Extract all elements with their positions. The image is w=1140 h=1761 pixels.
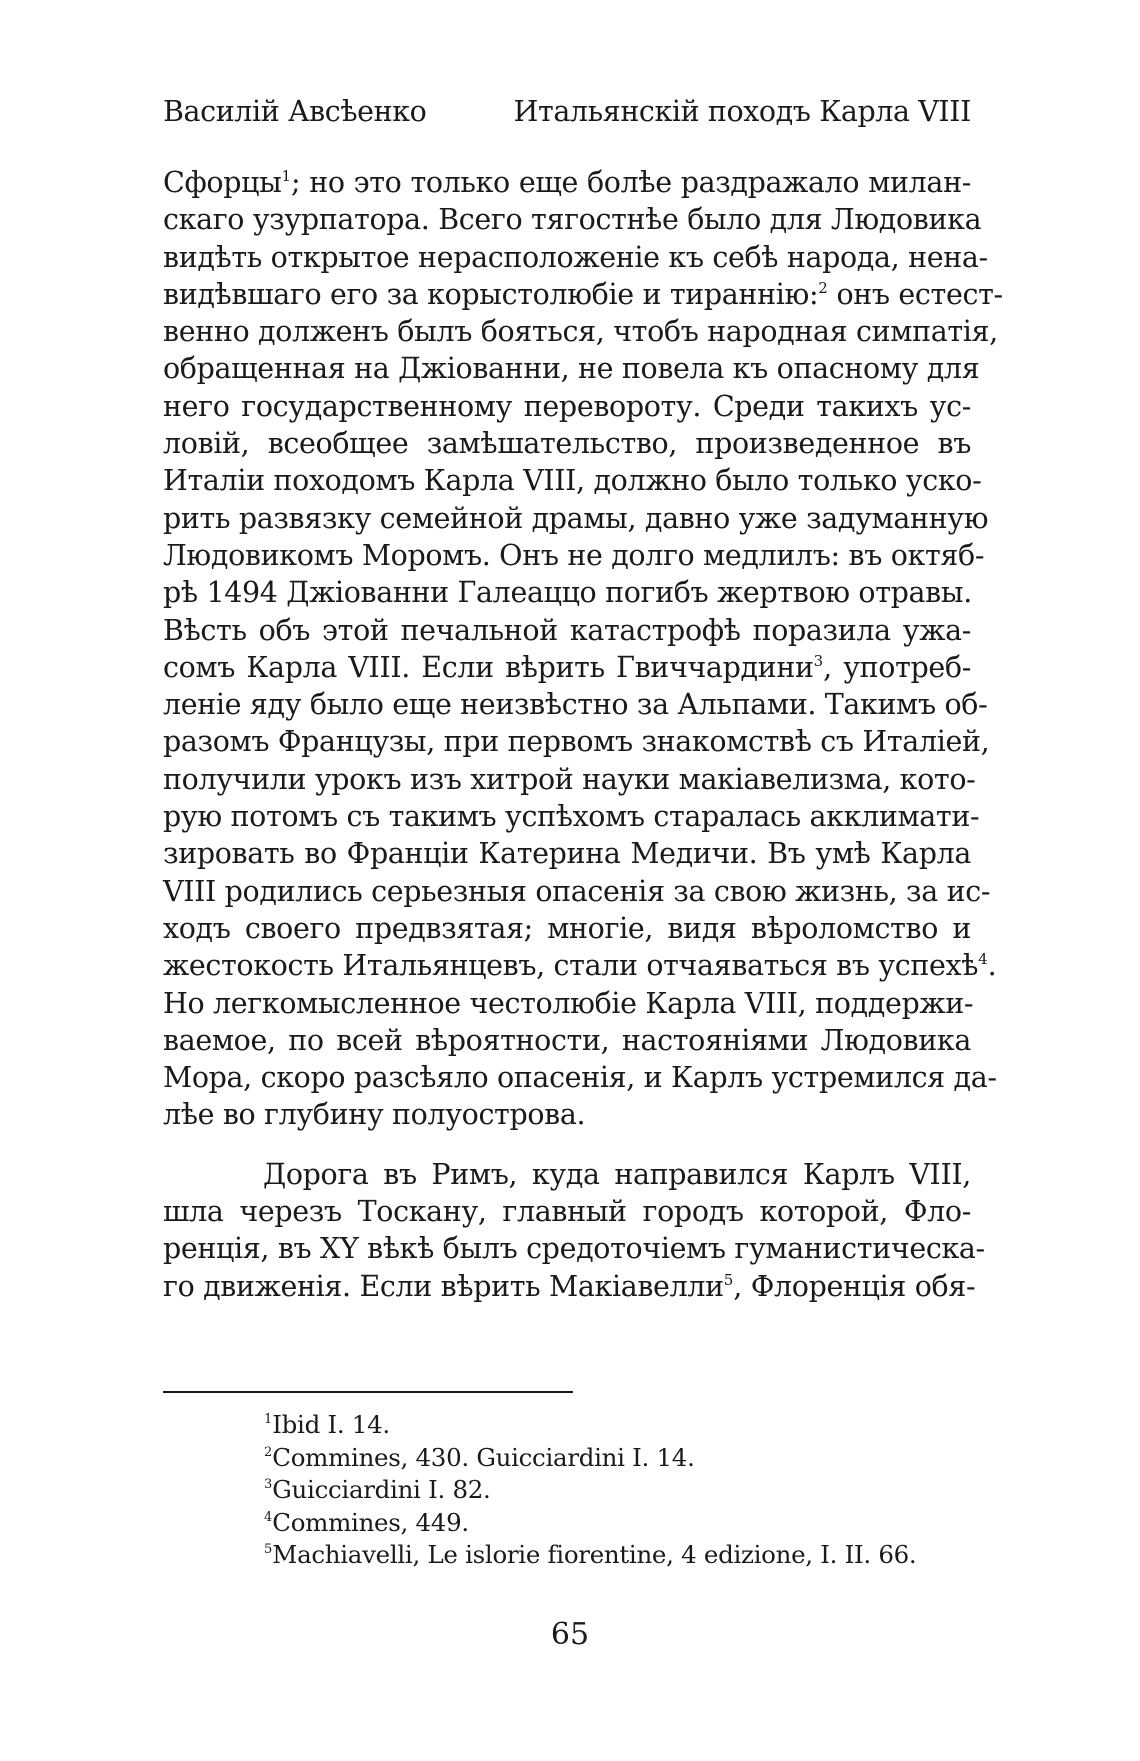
line-text: Но легкомысленное честолюбіе Карла VIII, поддержи-	[163, 986, 974, 1020]
text-line	[163, 537, 985, 574]
footnote-item	[264, 1507, 916, 1540]
line-text: ренція, въ XY вѣкѣ былъ средоточіемъ гуманистическа-	[163, 1232, 985, 1266]
line-text: , употреб-	[823, 650, 971, 684]
text-line	[163, 462, 982, 499]
text-line	[163, 798, 980, 835]
line-text: рую потомъ съ такимъ успѣхомъ старалась акклимати-	[163, 800, 980, 834]
line-text: скаго узурпатора. Всего тягостнѣе было для Людовика	[163, 203, 982, 237]
text-line	[163, 350, 980, 387]
line-text: Людовикомъ Моромъ. Онъ не долго медлилъ: въ октяб-	[163, 538, 985, 572]
footnote-number: 2	[264, 1444, 273, 1460]
text-line	[163, 1022, 971, 1059]
text-line	[163, 835, 971, 872]
line-text: шла черезъ Тоскану, главный городъ которой, Фло-	[163, 1195, 971, 1229]
footnote-item	[264, 1409, 916, 1442]
text-line	[163, 1230, 985, 1267]
line-text: Италіи походомъ Карла VIII, должно было только уско-	[163, 464, 982, 498]
text-line	[163, 388, 971, 425]
line-text: ваемое, по всей вѣроятности, настояніями Людовика	[163, 1023, 971, 1057]
line-text: ловій, всеобщее замѣшательство, произведенное въ	[163, 427, 971, 461]
line-text: .	[987, 949, 997, 983]
paragraph-2	[163, 1156, 985, 1305]
text-line	[163, 1096, 971, 1133]
line-text: лѣе во глубину полуострова.	[163, 1098, 586, 1132]
footnote-number: 1	[264, 1412, 273, 1427]
text-line	[163, 910, 971, 947]
running-head-title: Итальянскій походъ Карла VIII	[513, 95, 971, 128]
line-text: VIII родились серьезныя опасенія за свою жизнь, за ис-	[163, 874, 991, 908]
footnote-reference[interactable]: 3	[813, 651, 824, 670]
footnote-text: Commines, 449.	[272, 1507, 469, 1537]
line-text: венно долженъ былъ бояться, чтобъ народная симпатія,	[163, 315, 998, 349]
footnote-number: 3	[264, 1477, 273, 1492]
text-line	[163, 500, 989, 537]
footnote-reference[interactable]: 2	[818, 278, 828, 297]
text-line	[163, 313, 998, 350]
line-text: сомъ Карла VIII. Если вѣрить Гвиччардини	[163, 650, 814, 684]
line-text: леніе яду было еще неизвѣстно за Альпами. Такимъ об-	[163, 688, 988, 722]
line-text: рить развязку семейной драмы, давно уже задуманную	[163, 501, 989, 535]
text-line	[163, 276, 1003, 313]
footnote-item	[264, 1474, 916, 1507]
footnote-text: Commines, 430. Guicciardini I. 14.	[272, 1442, 695, 1472]
footnote-number: 5	[264, 1542, 273, 1557]
text-line	[163, 761, 976, 798]
main-text	[163, 164, 1003, 1305]
line-text: рѣ 1494 Джіованни Галеаццо погибъ жертвою отравы.	[163, 576, 972, 610]
line-text: Мора, скоро разсѣяло опасенія, и Карлъ устремился да-	[163, 1061, 997, 1095]
text-line	[163, 1059, 997, 1096]
line-text: получили урокъ изъ хитрой науки макіавелизма, кото-	[163, 762, 976, 796]
line-text: жестокость Итальянцевъ, стали отчаяваться въ успехѣ	[163, 949, 979, 983]
line-text: ; но это только еще болѣе раздражало милан-	[290, 166, 971, 199]
running-head-author: Василій Авсѣенко	[163, 95, 427, 128]
text-line	[163, 1193, 971, 1230]
line-text: го движенія. Если вѣрить Макіавелли	[163, 1269, 724, 1303]
footnote-number: 4	[264, 1509, 273, 1525]
footnote-separator	[163, 1391, 573, 1393]
line-text: разомъ Французы, при первомъ знакомствѣ съ Италіей,	[163, 725, 990, 759]
line-text: Дорога въ Римъ, куда направился Карлъ VIII,	[263, 1157, 971, 1191]
text-line	[163, 985, 974, 1022]
line-text: онъ естест-	[827, 277, 1003, 311]
text-line	[163, 649, 971, 686]
line-text: видѣть открытое нерасположеніе къ себѣ народа, нена-	[163, 240, 988, 274]
footnotes	[264, 1409, 916, 1572]
line-text: ходъ своего предвзятая; многіе, видя вѣроломство и	[163, 911, 971, 945]
line-text: обращенная на Джіованни, не повела къ опасному для	[163, 352, 980, 386]
footnote-reference[interactable]: 5	[723, 1270, 734, 1289]
text-line	[163, 723, 990, 760]
line-text: видѣвшаго его за корыстолюбіе и тираннію:	[163, 277, 819, 311]
text-line	[163, 164, 971, 201]
footnote-text: Guicciardini I. 82.	[272, 1475, 491, 1504]
text-line	[163, 947, 997, 984]
text-line	[163, 201, 982, 238]
running-head	[163, 95, 971, 128]
text-line	[163, 239, 988, 276]
text-line	[163, 1268, 976, 1305]
line-text: зировать во Франціи Катерина Медичи. Въ умѣ Карла	[163, 837, 971, 871]
text-line	[163, 425, 971, 462]
paragraph-1	[163, 164, 1003, 1134]
footnote-text: Machiavelli, Le islorie fiorentine, 4 edizione, I. II. 66.	[272, 1540, 917, 1569]
page-number: 65	[550, 1617, 590, 1652]
text-line	[163, 612, 971, 649]
text-line	[163, 873, 991, 910]
line-text: Сфорцы	[163, 166, 282, 199]
text-line	[163, 686, 988, 723]
text-line	[163, 574, 971, 611]
text-line	[163, 1156, 971, 1193]
line-text: Вѣсть объ этой печальной катастрофѣ поразила ужа-	[163, 613, 971, 647]
footnote-reference[interactable]: 1	[281, 167, 291, 185]
footnote-text: Ibid I. 14.	[272, 1410, 390, 1439]
line-text: , Флоренція обя-	[733, 1269, 976, 1303]
line-text: него государственному перевороту. Среди такихъ ус-	[163, 389, 971, 423]
paragraph-gap	[163, 1134, 971, 1156]
footnote-reference[interactable]: 4	[978, 950, 988, 969]
footnote-item	[264, 1539, 916, 1572]
footnote-item	[264, 1442, 916, 1475]
